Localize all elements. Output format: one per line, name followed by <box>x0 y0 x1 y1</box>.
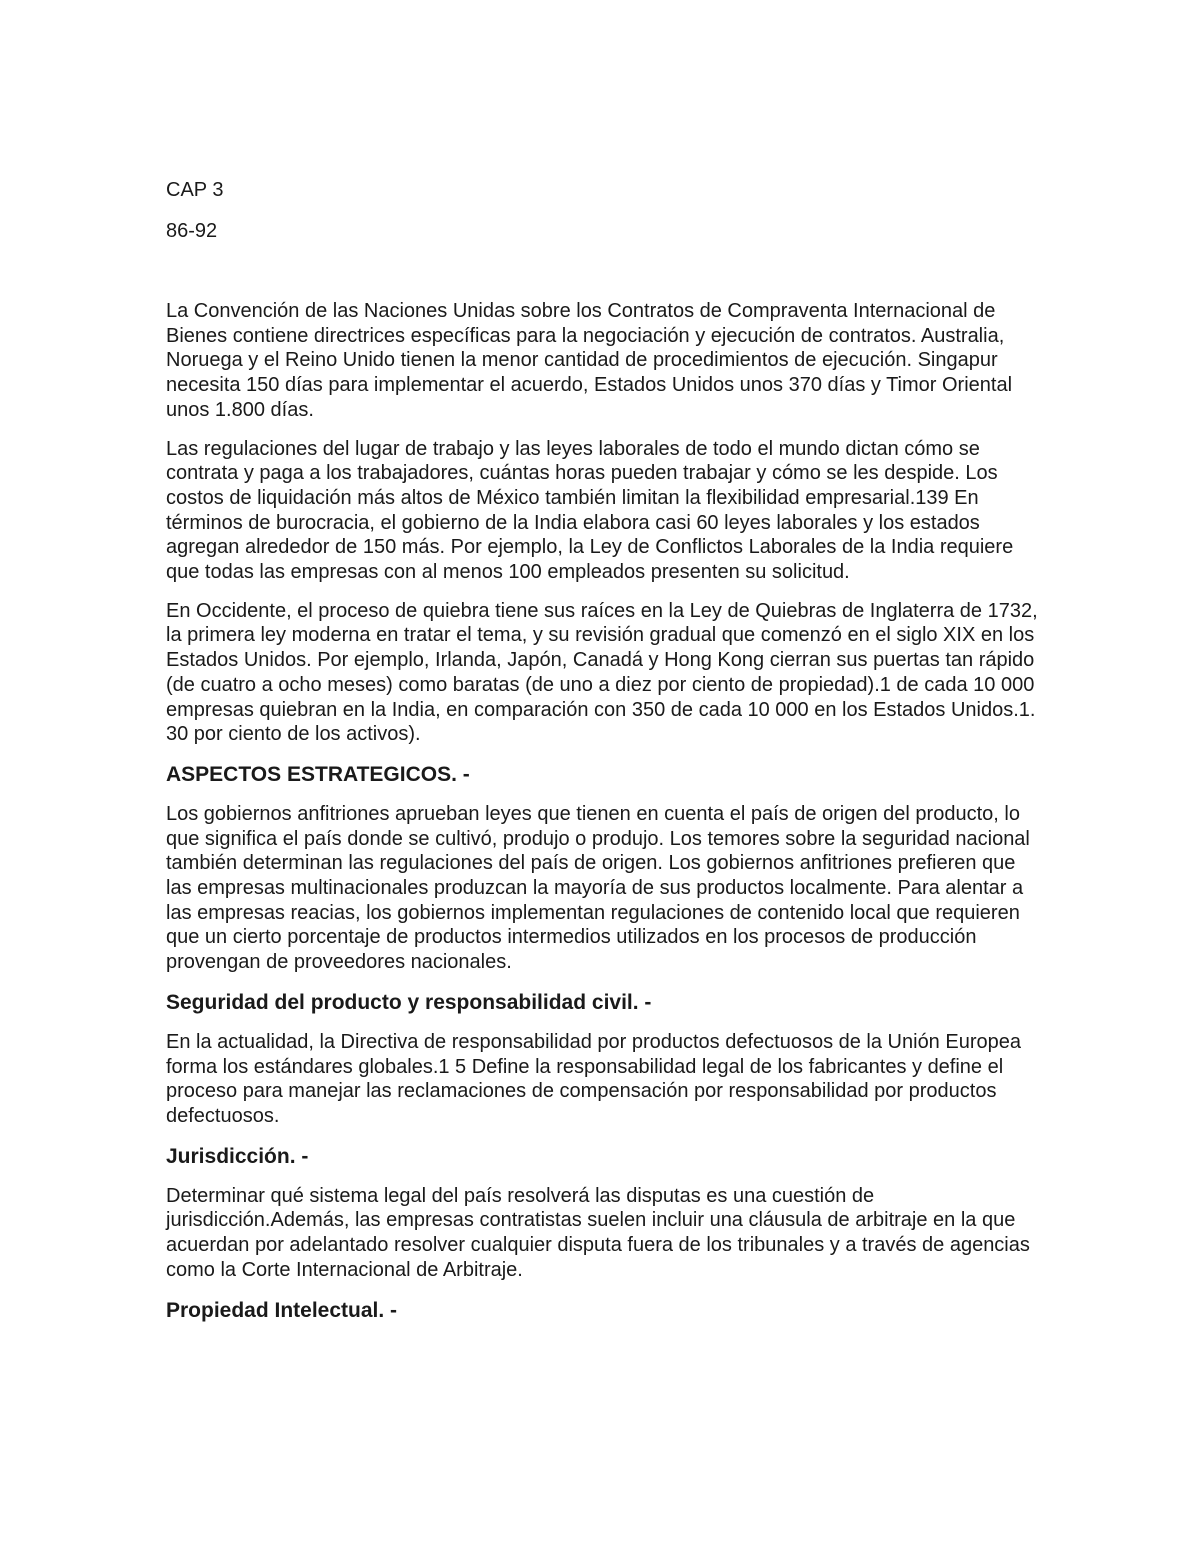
heading-jurisdiction: Jurisdicción. - <box>166 1144 309 1168</box>
paragraph-product-safety: En la actualidad, la Directiva de responsabilidad por productos defectuosos de la Unión Europea forma los estándares globales.1 5 Define la responsabilidad legal de los fabricantes y define el proceso para manejar las reclamaciones de compensación por responsabilidad por productos defectuosos. <box>166 1030 1021 1127</box>
page-range: 86-92 <box>166 220 218 242</box>
paragraph-bankruptcy: En Occidente, el proceso de quiebra tiene sus raíces en la Ley de Quiebras de Inglaterra de 1732, la primera ley moderna en tratar el tema, y su revisión gradual que comenzó en el siglo XIX en los Estados Unidos. Por ejemplo, Irlanda, Japón, Canadá y Hong Kong cierran sus puertas tan rápido (de cuatro a ocho meses) como baratas (de uno a diez por ciento de propiedad).1 de cada 10 000 empresas quiebran en la India, en comparación con 350 de cada 10 000 en los Estados Unidos.1. 30 por ciento de los activos). <box>166 599 1038 746</box>
heading-product-safety: Seguridad del producto y responsabilidad civil. - <box>166 990 652 1014</box>
paragraph-labor-laws: Las regulaciones del lugar de trabajo y las leyes laborales de todo el mundo dictan cómo se contrata y paga a los trabajadores, cuántas horas pueden trabajar y cómo se les despide. Los costos de liquidación más altos de México también limitan la flexibilidad empresarial.139 En términos de burocracia, el gobierno de la India elabora casi 60 leyes laborales y los estados agregan alrededor de 150 más. Por ejemplo, la Ley de Conflictos Laborales de la India requiere que todas las empresas con al menos 100 empleados presenten su solicitud. <box>166 437 1014 584</box>
paragraph-jurisdiction: Determinar qué sistema legal del país resolverá las disputas es una cuestión de jurisdicción.Además, las empresas contratistas suelen incluir una cláusula de arbitraje en la que acuerdan por adelantado resolver cualquier disputa fuera de los tribunales y a través de agencias como la Corte Internacional de Arbitraje. <box>166 1184 1030 1281</box>
paragraph-convention: La Convención de las Naciones Unidas sobre los Contratos de Compraventa Internacional de Bienes contiene directrices específicas para la negociación y ejecución de contratos. Australia, Noruega y el Reino Unido tienen la menor cantidad de procedimientos de ejecución. Singapur necesita 150 días para implementar el acuerdo, Estados Unidos unos 370 días y Timor Oriental unos 1.800 días. <box>166 300 1013 421</box>
chapter-label: CAP 3 <box>166 179 224 201</box>
paragraph-strategic-aspects: Los gobiernos anfitriones aprueban leyes que tienen en cuenta el país de origen del producto, lo que significa el país donde se cultivó, produjo o produjo. Los temores sobre la seguridad nacional también determinan las regulaciones del país de origen. Los gobiernos anfitriones prefieren que las empresas multinacionales produzcan la mayoría de sus productos localmente. Para alentar a las empresas reacias, los gobiernos implementan regulaciones de contenido local que requieren que un cierto porcentaje de productos intermedios utilizados en los procesos de producción provengan de proveedores nacionales. <box>166 802 1030 974</box>
heading-intellectual-property: Propiedad Intelectual. - <box>166 1298 398 1322</box>
document-page <box>166 178 1046 1338</box>
heading-strategic-aspects: ASPECTOS ESTRATEGICOS. - <box>166 762 470 786</box>
